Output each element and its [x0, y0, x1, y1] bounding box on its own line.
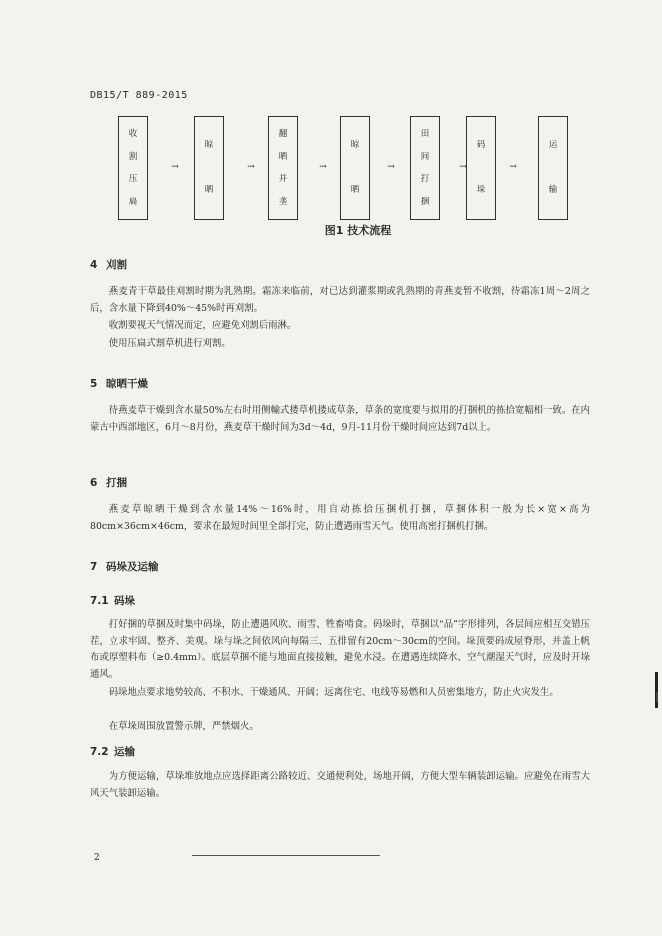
figure-caption: 图1 技术流程 — [324, 224, 392, 237]
flow-arrow: → — [387, 162, 395, 172]
section-heading-5: 5 晾晒干燥 — [90, 378, 148, 390]
section-heading-6: 6 打捆 — [90, 477, 127, 489]
paragraph: 使用压扁式割草机进行刈割。 — [108, 338, 231, 349]
flow-step-harvest-crush: 收 割 压 扁 — [118, 116, 148, 220]
paragraph: 燕麦青干草最佳刈割时期为乳熟期。霜冻来临前，对已达到灌浆期或乳熟期的青燕麦暂不收割，待霜冻1周～2周之后，含水量下降到40%～45%时再刈割。 — [90, 286, 590, 314]
paragraph: 打好捆的草捆及时集中码垛，防止遭遇风吹、雨雪、牲畜啃食。码垛时，草捆以“品”字形排列，各层间应相互交错压茬，立求牢固、整齐、美观。垛与垛之间依风向每隔三、五排留有20cm～30cm的空间。垛顶要码成屋脊形，并盖上帆布或厚塑料布（≥0.4mm）。底层草捆不能与地面直接接触，避免水浸。在遭遇连续降水、空气潮湿天气时，应及时开垛通风。 — [90, 619, 590, 680]
flow-step-turn-windrow: 翻 晒 并 垄 — [268, 116, 298, 220]
footer-rule — [192, 855, 380, 856]
scan-artifact — [655, 672, 658, 708]
flow-arrow: → — [319, 162, 327, 172]
flow-step-field-baling: 田 间 打 捆 — [410, 116, 440, 220]
paragraph: 燕麦草晾晒干燥到含水量14%～16%时，用自动拣拾压捆机打捆，草捆体积一般为长×宽×高为80cm×36cm×46cm，要求在最短时间里全部打完，防止遭遇雨雪天气。使用高密打捆机打捆。 — [90, 504, 590, 532]
section-heading-4: 4 刈割 — [90, 259, 127, 271]
standard-number: DB15/T 889-2015 — [90, 90, 188, 101]
paragraph: 码垛地点要求地势较高、不积水、干燥通风、开阔；远离住宅、电线等易燃和人员密集地方，防止火灾发生。 — [108, 687, 559, 698]
flow-step-drying: 晾 晒 — [194, 116, 224, 220]
page-number: 2 — [94, 853, 100, 863]
flow-arrow: → — [459, 162, 467, 172]
section-heading-7-2: 7.2 运输 — [90, 746, 135, 758]
paragraph: 收割要视天气情况而定，应避免刈割后雨淋。 — [108, 320, 297, 331]
section-heading-7: 7 码垛及运输 — [90, 561, 159, 573]
paragraph: 在草垛周围放置警示牌，严禁烟火。 — [108, 721, 259, 732]
paragraph: 待燕麦草干燥到含水量50%左右时用侧輸式搂草机搂成草条，草条的宽度要与拟用的打捆机的拣拾宽幅相一致。在内蒙古中西部地区，6月～8月份，燕麦草干燥时间为3d～4d，9月-11月份干燥时间应达到7d以上。 — [90, 405, 590, 433]
flow-step-stacking: 码 垛 — [466, 116, 496, 220]
flow-arrow: → — [509, 162, 517, 172]
process-flow-diagram — [118, 116, 568, 221]
flow-arrow: → — [171, 162, 179, 172]
flow-step-drying-2: 晾 晒 — [340, 116, 370, 220]
scan-artifact — [656, 692, 658, 702]
flow-step-transport: 运 输 — [538, 116, 568, 220]
section-heading-7-1: 7.1 码垛 — [90, 595, 135, 607]
flow-arrow: → — [247, 162, 255, 172]
paragraph: 为方便运输，草垛堆放地点应选择距离公路较近、交通便利处，场地开阔，方便大型车辆装卸运输。应避免在雨雪大风天气装卸运输。 — [90, 771, 590, 799]
